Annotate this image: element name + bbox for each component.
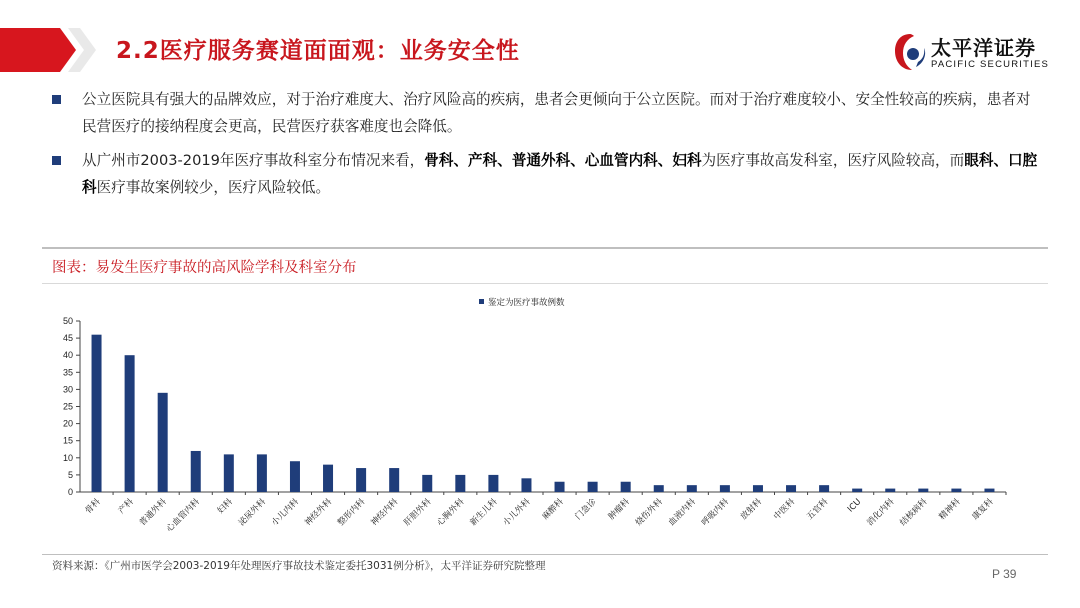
x-tick-label-肿瘤科: 肿瘤科 [606,497,632,523]
bar-康复科 [984,489,994,492]
source-note: 资料来源：《广州市医学会2003-2019年处理医疗事故技术鉴定委托3031例分析》，太平洋证券研究院整理 [52,560,546,572]
bullet-square-icon [52,95,61,104]
bar-血液内科 [687,485,697,492]
x-tick-label-中医科: 中医科 [772,497,798,523]
x-tick-label-骨科: 骨科 [83,497,103,517]
bar-整形内科 [356,468,366,492]
bar-产科 [125,355,135,492]
bar-结核病科 [918,489,928,492]
x-tick-label-神经内科: 神经内科 [369,497,401,529]
bullet-2-segment-3: 为医疗事故高发科室，医疗风险较高，而 [701,152,965,169]
y-tick-label-35: 35 [62,367,73,378]
x-tick-label-小儿内科: 小儿内科 [269,497,302,529]
y-tick-label-5: 5 [67,469,73,480]
chart-title-rule [42,283,1048,284]
y-tick-label-0: 0 [67,487,73,497]
bar-小儿内科 [290,461,300,492]
y-tick-label-20: 20 [62,418,73,429]
x-tick-label-心血管内科: 心血管内科 [164,497,202,535]
bar-中医科 [786,485,796,492]
bar-骨科 [92,335,102,492]
y-tick-label-45: 45 [62,333,73,344]
x-tick-label-心胸外科: 心胸外科 [435,497,467,529]
x-tick-label-产科: 产科 [116,497,136,517]
x-tick-label-泌尿外科: 泌尿外科 [236,497,269,529]
bar-麻醉科 [555,482,565,492]
y-tick-label-25: 25 [62,401,73,412]
bar-肿瘤科 [621,482,631,492]
bullet-2-segment-5: 医疗事故案例较少，医疗风险较低。 [96,179,331,196]
y-tick-label-30: 30 [62,384,73,395]
y-tick-label-50: 50 [62,316,73,326]
bar-ICU [852,489,862,492]
logo-text-en: PACIFIC SECURITIES [931,59,1050,70]
bullet-2-highlight-low-risk: 眼科、口腔科 [82,152,1038,196]
footer-rule [42,554,1048,555]
bar-神经外科 [323,465,333,492]
bar-普通外科 [158,393,168,492]
bullet-1-segment-1: 公立医院具有强大的品牌效应，对于治疗难度大、治疗风险高的疾病，患者会更倾向于公立医院。而对于治疗难度较小、安全性较高的疾病，患者对民营医疗的接纳程度会更高，民营医疗获客难度也会降低。 [82,91,1031,135]
logo-text-cn: 太平洋证券 [931,36,1036,60]
bar-肝胆外科 [422,475,432,492]
page-title: 2.2医疗服务赛道面面观：业务安全性 [116,38,520,64]
bar-心胸外科 [455,475,465,492]
x-tick-label-放射科: 放射科 [738,497,765,523]
x-tick-label-小儿外科: 小儿外科 [501,497,533,529]
legend-swatch [479,299,484,304]
bar-烧伤外科 [654,485,664,492]
bar-精神科 [951,489,961,492]
bar-神经内科 [389,468,399,492]
y-tick-label-10: 10 [62,452,73,463]
bar-消化内科 [885,489,895,492]
x-tick-label-肝胆外科: 肝胆外科 [402,497,434,529]
x-tick-label-消化内科: 消化内科 [865,497,897,529]
x-tick-label-五官科: 五官科 [805,497,831,523]
company-logo [893,30,1063,76]
pacific-logo-icon [893,32,927,72]
bar-心血管内科 [191,451,201,492]
x-tick-label-门急诊: 门急诊 [573,497,599,523]
x-tick-label-神经外科: 神经外科 [303,497,335,529]
x-tick-label-康复科: 康复科 [970,497,996,523]
bullet-2-segment-1: 从广州市2003-2019年医疗事故科室分布情况来看， [82,152,425,169]
bullet-list [50,86,1040,208]
bar-放射科 [753,485,763,492]
bar-小儿外科 [521,478,531,492]
x-tick-label-整形内科: 整形内科 [336,497,368,529]
x-tick-label-精神科: 精神科 [937,497,963,523]
bar-五官科 [819,485,829,492]
bar-chart [42,288,1042,550]
legend-label: 鉴定为医疗事故例数 [488,298,565,308]
x-tick-label-结核病科: 结核病科 [898,497,930,529]
x-tick-label-新生儿科: 新生儿科 [468,497,500,529]
header-arrows-decoration [0,28,100,72]
bullet-item-2 [50,147,1040,201]
bar-泌尿外科 [257,454,267,492]
x-tick-label-普通外科: 普通外科 [137,497,169,529]
bar-呼吸内科 [720,485,730,492]
bar-新生儿科 [488,475,498,492]
chart-top-rule [42,247,1048,249]
x-tick-label-妇科: 妇科 [215,497,235,517]
bullet-2-highlight-high-risk: 骨科、产科、普通外科、心血管内科、妇科 [424,152,702,169]
y-tick-label-40: 40 [62,350,73,361]
bullet-item-1 [50,86,1040,140]
x-tick-label-烧伤外科: 烧伤外科 [633,497,665,529]
x-tick-label-ICU: ICU [845,497,864,515]
bullet-square-icon [52,156,61,165]
page-number: P 39 [992,567,1017,581]
bar-门急诊 [588,482,598,492]
x-tick-label-呼吸内科: 呼吸内科 [699,497,732,529]
x-tick-label-血液内科: 血液内科 [666,497,698,529]
chart-title: 图表：易发生医疗事故的高风险学科及科室分布 [52,260,357,276]
x-tick-label-麻醉科: 麻醉科 [540,497,566,523]
bar-妇科 [224,454,234,492]
y-tick-label-15: 15 [62,435,73,446]
